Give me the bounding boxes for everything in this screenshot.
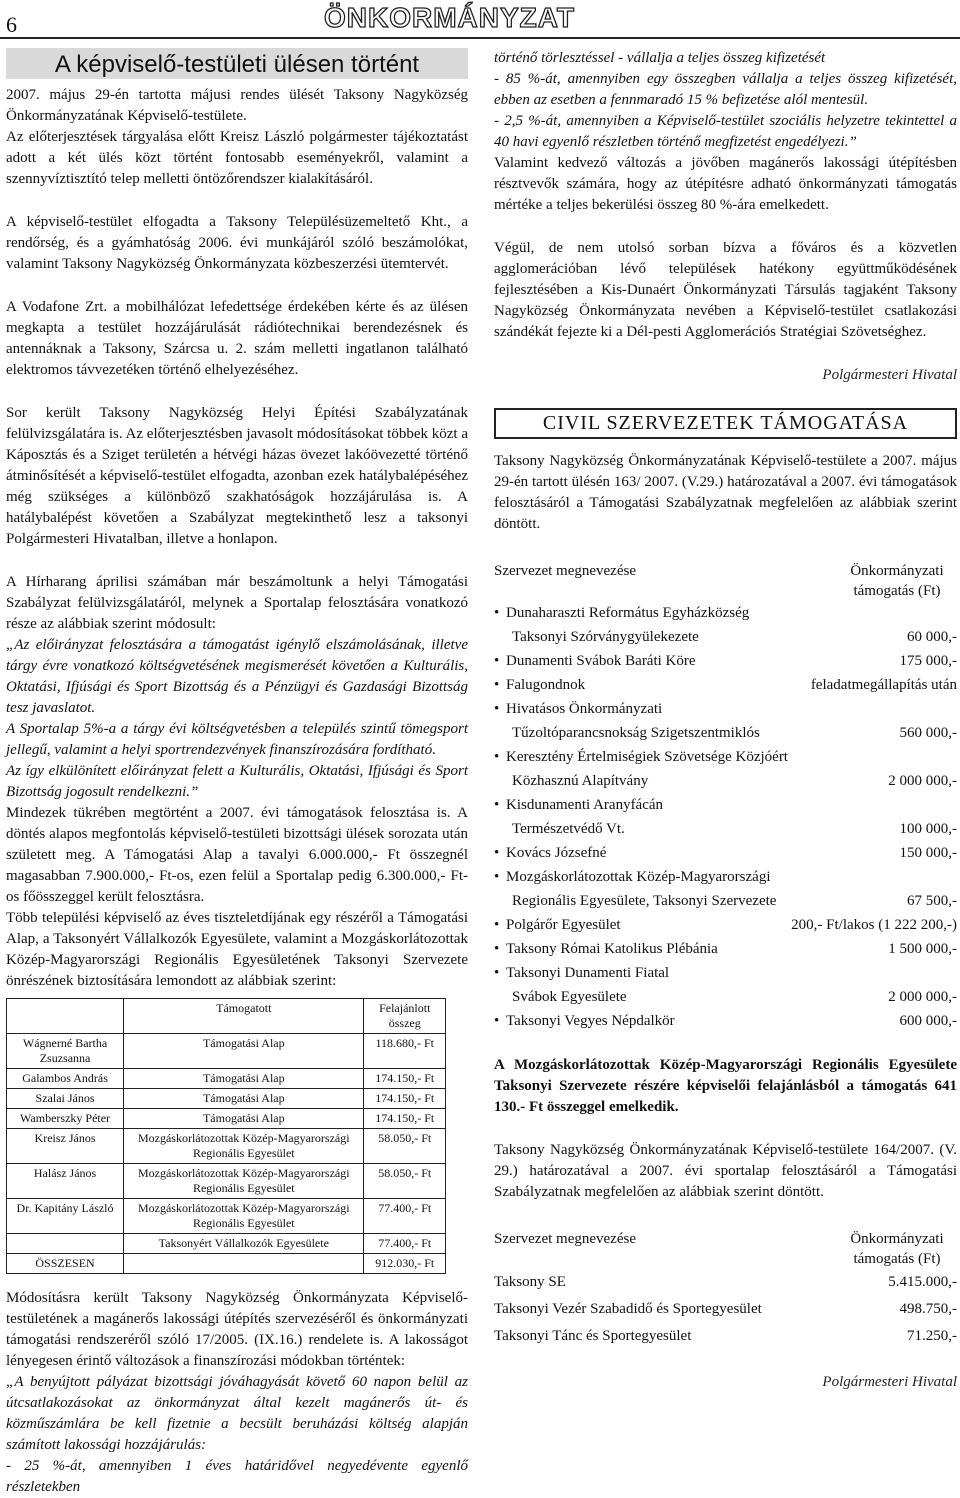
section-header: ÖNKORMÁNYZAT [323,2,575,33]
org-name: • Kisdunamenti Aranyfácán [494,793,663,817]
org-amount: 60 000,- [907,629,957,645]
org-amount: 2 000 000,- [888,989,957,1005]
list-item [494,1009,957,1033]
left-column [6,48,468,1498]
table-cell: Dr. Kapitány László [7,1199,124,1234]
org-amount: 200,- Ft/lakos (1 222 200,-) [791,917,957,933]
table-cell: Támogatási Alap [124,1069,364,1089]
table-cell: 77.400,- Ft [364,1199,446,1234]
list-item [494,793,957,817]
org-amount: 600 000,- [899,1013,957,1029]
table-total-row [7,1254,446,1274]
table-cell: 174.150,- Ft [364,1069,446,1089]
org-name: • Kovács Józsefné [494,841,606,865]
list-header-name: Szervezet megnevezése [494,563,636,579]
right-column [494,48,957,1393]
quote: „Az előirányzat felosztására a támogatást igénylő elszámolásának, illetve tárgy évre vonatkozó költségvetésének megismerését követően a Kulturális, Oktatási, Ifjúsági és Sport Bizottság és a Pénzügyi és Gazdasági Bizottság tesz javaslatot. [6,637,468,716]
org-name: • Taksonyi Dunamenti Fiatal [494,961,669,985]
org-name-cont: Tűzoltóparancsnokság Szigetszentmiklós [512,725,760,741]
header-rule [0,37,960,39]
table-cell: Wágnerné Bartha Zsuzsanna [7,1034,124,1069]
org-name: • Hivatásos Önkormányzati [494,697,662,721]
org-amount: 560 000,- [899,725,957,741]
quote: - 25 %-át, amennyiben 1 éves határidővel negyedévente egyenlő részletekben [6,1458,468,1495]
org-amount: 100 000,- [899,821,957,837]
table-cell: Mozgáskorlátozottak Közép-Magyarországi Regionális Egyesület [124,1199,364,1234]
paragraph: Valamint kedvező változás a jövőben magánerős lakossági útépítésben résztvevők számára, hogy az útépítésre adható önkormányzati támogatás mértéke a teljes bekerülési összeg 80 %-ára emelkedett. [494,155,957,213]
table-row [7,1199,446,1234]
table-row [7,1234,446,1254]
table-cell: Mozgáskorlátozottak Közép-Magyarországi Regionális Egyesület [124,1129,364,1164]
list-header [494,1229,957,1269]
list-header [494,561,957,601]
table-row [7,1109,446,1129]
sport-list [494,1269,957,1350]
table-cell: 58.050,- Ft [364,1164,446,1199]
org-name: Taksonyi Vezér Szabadidő és Sportegyesület [494,1301,762,1317]
quote: A Sportalap 5%-a a tárgy évi költségvetésben a település szintű tömegsport jellegű, valamint a helyi sportrendezvények finanszírozására fordítható. [6,721,468,758]
org-name: • Dunaharaszti Református Egyházközség [494,601,749,625]
list-item [494,937,957,961]
table-cell: 174.150,- Ft [364,1089,446,1109]
table-cell: Támogatási Alap [124,1034,364,1069]
org-name-cont: Természetvédő Vt. [512,821,625,837]
table-row [7,1034,446,1069]
list-header-name: Szervezet megnevezése [494,1231,636,1247]
table-cell: 58.050,- Ft [364,1129,446,1164]
table-cell: 118.680,- Ft [364,1034,446,1069]
table-cell: Galambos András [7,1069,124,1089]
list-item [494,745,957,769]
list-item [494,601,957,625]
org-amount: feladatmegállapítás után [810,677,957,693]
list-item [494,697,957,721]
paragraph: A Vodafone Zrt. a mobilhálózat lefedettsége érdekében kérte és az ülésen megkapta a testület hozzájárulását rádiótechnikai berendezésnek és antennáknak a Taksony, Szárcsa u. 2. szám melletti ingatlanon található elektromos távvezetéken történő elhelyezéséhez. [6,299,468,378]
org-amount: 67 500,- [907,893,957,909]
table-cell [124,1254,364,1274]
table-cell: ÖSSZESEN [7,1254,124,1274]
table-header-row [7,999,446,1034]
org-name: • Falugondnok [494,673,585,697]
list-item-continuation [494,721,957,745]
support-list [494,601,957,1033]
list-item-continuation [494,625,957,649]
paragraph: Végül, de nem utolsó sorban bízva a főváros és a közvetlen agglomerációban lévő települések hatékony együttműködésének fejlesztésében a Kis-Dunaért Önkormányzati Társulás tagjaként Taksony Nagyközség Önkormányzata nevében a Képviselő-testület csatlakozási szándékát fejezte ki a Dél-pesti Agglomerációs Stratégiai Szövetséghez. [494,240,957,340]
table-row [7,1129,446,1164]
table-cell: 912.030,- Ft [364,1254,446,1274]
paragraph: Sor került Taksony Nagyközség Helyi Építési Szabályzatának felülvizsgálatára is. Az előterjesztésben javasolt módosításokat többek közt a Káposztás és a Sziget területén a hétvégi házas övezet lakóövezetté történő átminősítését a képviselő-testület elfogadta, azonban ezek hatálybalépéséhez még szükséges a különböző szakhatóságok hozzájárulása is. A hatálybalépést követően a Szabályzat megtekinthető lesz a taksonyi Polgármesteri Hivatalban, illetve a honlapon. [6,405,468,547]
list-item [494,961,957,985]
table-cell [7,1234,124,1254]
paragraph: Taksony Nagyközség Önkormányzatának Képviselő-testülete 164/2007. (V. 29.) határozatával a 2007. évi sportalap felosztásáról a Támogatási Szabályzatnak megfelelően az alábbiak szerint döntött. [494,1142,957,1200]
quote: történő törlesztéssel - vállalja a teljes összeg kifizetését [494,50,826,66]
list-header-amount: Önkormányzati támogatás (Ft) [850,1231,944,1267]
table-row [7,1069,446,1089]
table-header [7,999,124,1034]
org-name-cont: Regionális Egyesülete, Taksonyi Szervezete [512,893,777,909]
org-name-cont: Taksonyi Szórványgyülekezete [512,629,699,645]
list-item [494,673,957,697]
paragraph: Taksony Nagyközség Önkormányzatának Képviselő-testülete a 2007. május 29-én tartott ülésén 163/ 2007. (V.29.) határozatával a 2007. évi támogatások felosztásáról a Támogatási Szabályzatnak megfelelően az alábbiak szerint döntött. [494,453,957,532]
org-name: Taksonyi Tánc és Sportegyesület [494,1328,692,1344]
quote: - 2,5 %-át, amennyiben a Képviselő-testület szociális helyzetre tekintettel a 40 havi egyenlő részletben történő megfizetést engedélyezi.” [494,113,957,150]
quote: - 85 %-át, amennyiben egy összegben vállalja a teljes összeg kifizetését, ebben az esetben a fennmaradó 15 % befizetése alól mentesül. [494,71,957,108]
article-title: A képviselő-testületi ülésen történt [6,48,468,79]
org-amount: 1 500 000,- [888,941,957,957]
paragraph: Az előterjesztések tárgyalása előtt Kreisz László polgármester tájékoztatást adott a két ülés közt történt fontosabb eseményekről, valamint a szennyvíztisztító telep melletti öntözőrendszer kialakításáról. [6,129,468,187]
table-cell: Mozgáskorlátozottak Közép-Magyarországi Regionális Egyesület [124,1164,364,1199]
table-cell: Wamberszky Péter [7,1109,124,1129]
org-name: Taksony SE [494,1274,566,1290]
list-header-amount: Önkormányzati támogatás (Ft) [850,563,944,599]
list-item [494,1323,957,1350]
org-amount: 150 000,- [899,845,957,861]
org-name: • Taksonyi Vegyes Népdalkör [494,1009,675,1033]
paragraph: 2007. május 29-én tartotta májusi rendes ülését Taksony Nagyközség Önkormányzatának Képviselő-testülete. [6,87,468,124]
paragraph: A Hírharang áprilisi számában már beszámoltunk a helyi Támogatási Szabályzat felülvizsgálatáról, melynek a Sportalap felosztására vonatkozó része az alábbiak szerint módosult: [6,574,468,632]
paragraph: Több települési képviselő az éves tiszteletdíjának egy részéről a Támogatási Alap, a Taksonyért Vállalkozók Egyesülete, valamint a Mozgáskorlátozottak Közép-Magyarországi Regionális Egyesületének Taksonyi Szervezete önrészének biztosítására lemondott az alábbiak szerint: [6,910,468,989]
signature: Polgármesteri Hivatal [822,1374,957,1390]
org-amount: 2 000 000,- [888,773,957,789]
table-cell: Halász János [7,1164,124,1199]
page-number: 6 [6,12,17,37]
org-amount: 5.415.000,- [888,1274,957,1290]
org-amount: 175 000,- [899,653,957,669]
paragraph: A képviselő-testület elfogadta a Taksony Településüzemeltető Kht., a rendőrség, és a gyámhatóság 2006. évi munkájáról szóló beszámolókat, valamint Taksony Nagyközség Önkormányzata közbeszerzési ütemtervét. [6,214,468,272]
quote: „A benyújtott pályázat bizottsági jóváhagyását követő 60 napon belül az útcsatlakozásokat az önkormányzat által kezelt magánerős út- és közműszámlára be kell fizetnie a becsült beruházási költség alapján számított lakossági hozzájárulás: [6,1374,468,1453]
table-cell: Kreisz János [7,1129,124,1164]
table-cell: Támogatási Alap [124,1109,364,1129]
list-item [494,865,957,889]
quote: Az így elkülönített előirányzat felett a Kulturális, Oktatási, Ifjúsági és Sport Bizottság jogosult rendelkezni.” [6,763,468,800]
org-amount: 71.250,- [907,1328,957,1344]
paragraph: A Mozgáskorlátozottak Közép-Magyarországi Regionális Egyesülete Taksonyi Szervezete részére képviselői felajánlásból a támogatás 641 130.- Ft összeggel emelkedik. [494,1057,957,1115]
donation-table [6,998,446,1274]
paragraph: Mindezek tükrében megtörtént a 2007. évi támogatások felosztása is. A döntés alapos megfontolás képviselő-testületi bizottsági ülések sorozata után született meg. A Támogatási Alap a tavalyi 6.000.000,- Ft összegnél magasabban 7.900.000,- Ft-os, ezen felül a Sportalap pedig 6.300.000,- Ft-os főösszeggel került felosztásra. [6,805,468,905]
table-cell: 77.400,- Ft [364,1234,446,1254]
table-cell: 174.150,- Ft [364,1109,446,1129]
list-item [494,1296,957,1323]
org-name: • Mozgáskorlátozottak Közép-Magyarországi [494,865,771,889]
list-item [494,913,957,937]
table-row [7,1164,446,1199]
civil-section-title: CIVIL SZERVEZETEK TÁMOGATÁSA [494,408,957,439]
table-header: Felajánlott összeg [364,999,446,1034]
list-item [494,649,957,673]
org-name: • Polgárőr Egyesület [494,913,621,937]
table-header: Támogatott [124,999,364,1034]
org-name-cont: Közhasznú Alapítvány [512,773,649,789]
list-item-continuation [494,889,957,913]
org-amount: 498.750,- [899,1301,957,1317]
list-item-continuation [494,817,957,841]
table-row [7,1089,446,1109]
list-item [494,841,957,865]
table-cell: Szalai János [7,1089,124,1109]
org-name: • Keresztény Értelmiségiek Szövetsége Közjóért [494,745,788,769]
org-name-cont: Svábok Egyesülete [512,989,627,1005]
signature: Polgármesteri Hivatal [822,367,957,383]
table-cell: Támogatási Alap [124,1089,364,1109]
table-cell: Taksonyért Vállalkozók Egyesülete [124,1234,364,1254]
org-name: • Taksony Római Katolikus Plébánia [494,937,718,961]
list-item-continuation [494,985,957,1009]
list-item-continuation [494,769,957,793]
list-item [494,1269,957,1296]
org-name: • Dunamenti Svábok Baráti Köre [494,649,696,673]
paragraph: Módosításra került Taksony Nagyközség Önkormányzata Képviselő-testületének a magánerős lakossági útépítés szervezéséről és önkormányzati támogatási rendszeréről szóló 17/2005. (IX.16.) rendelete is. A lakosságot lényegesen érintő változások a finanszírozási módokban történtek: [6,1290,468,1369]
